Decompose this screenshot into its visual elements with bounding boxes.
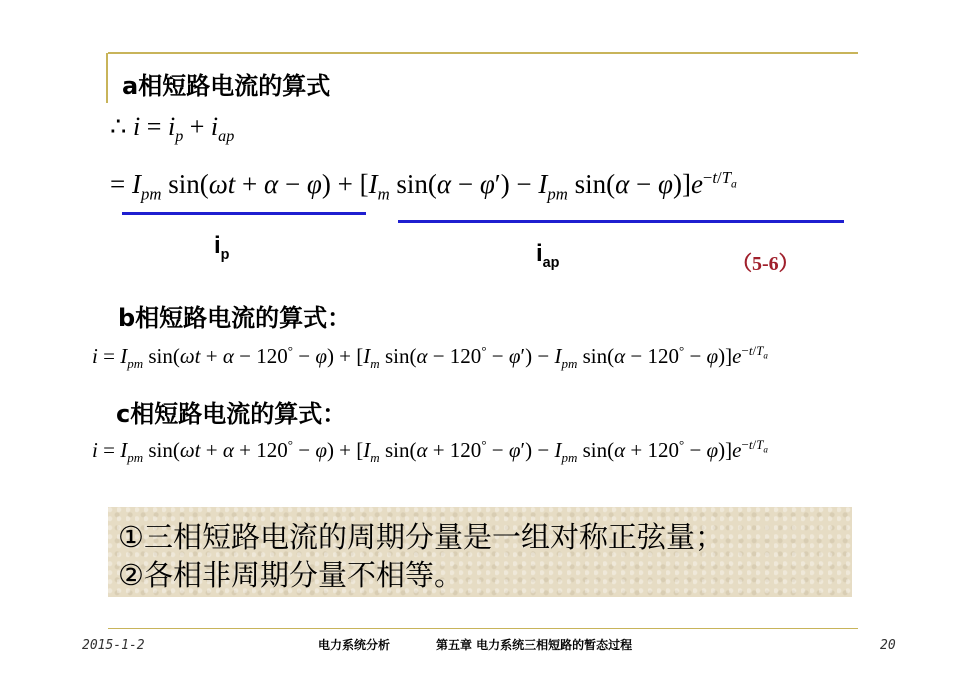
equation-b: $i = I_{pm}$ $\sin(\omega t + \alpha - 120^\circ - \varphi) + [I_m$ $\sin(\alpha - 120^\circ - \varphi') - I_{pm}$ $\sin(\alpha - 120^\circ - \varphi)]e^{-t/T_a}$ <box>92 343 768 372</box>
section-b-title: b相短路电流的算式： <box>118 304 352 332</box>
bottom-rule <box>108 628 858 629</box>
title-accent-bar <box>106 53 108 103</box>
footer-page-number: 20 <box>880 638 896 653</box>
footer-date: 2015-1-2 <box>82 638 145 653</box>
label-ip: $i_p$ <box>214 232 230 263</box>
equation-c: $i = I_{pm}$ $\sin(\omega t + \alpha + 120^\circ - \varphi) + [I_m$ $\sin(\alpha + 120^\circ - \varphi') - I_{pm}$ $\sin(\alpha + 120^\circ - \varphi)]e^{-t/T_a}$ <box>92 437 768 466</box>
equation-a-line1: ∴ $i = i_p + i_{ap}$ <box>110 112 235 146</box>
iap-underline <box>398 220 844 223</box>
equation-a-line2: = $I_{pm}$ $\sin(\omega t + \alpha - \varphi) + [I_m$ $\sin(\alpha - \varphi') - I_{pm}$ $\sin(\alpha - \varphi)]e^{-t/T_a}$ <box>110 168 737 204</box>
footer-course: 电力系统分析 <box>318 638 391 652</box>
footer-chapter: 第五章 电力系统三相短路的暂态过程 <box>436 638 633 652</box>
top-rule <box>108 52 858 54</box>
label-iap: $i_{ap}$ <box>536 240 560 271</box>
conclusion-box <box>108 507 852 597</box>
ip-underline <box>122 212 366 215</box>
conclusion-line-2: ②各相非周期分量不相等。 <box>118 558 463 592</box>
section-c-title: c相短路电流的算式： <box>116 400 347 428</box>
section-a-title: a相短路电流的算式 <box>122 72 331 100</box>
conclusion-line-1: ①三相短路电流的周期分量是一组对称正弦量； <box>118 520 724 554</box>
equation-number: （5-6） <box>732 253 799 275</box>
